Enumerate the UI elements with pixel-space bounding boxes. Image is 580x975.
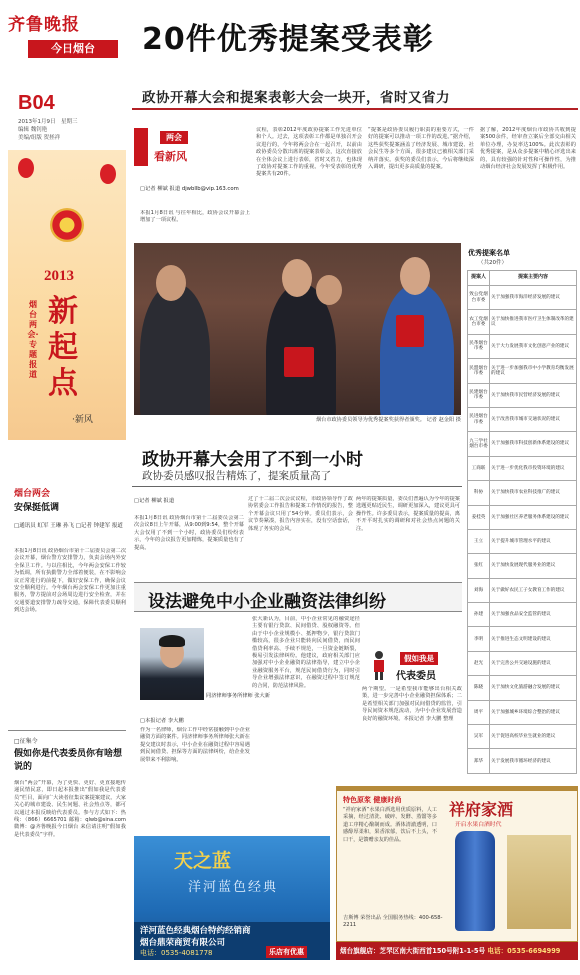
rep-tag-top: 假如我是 <box>400 652 438 665</box>
lawyer-caption: 同济律师事务所律师 张大新 <box>206 693 270 699</box>
table-row <box>468 554 577 578</box>
banner-side-text: 烟台两会·专题报道 <box>27 300 39 379</box>
ad-wine-headline: 特色原浆 健康时尚 <box>343 796 402 804</box>
honors-title: 优秀提案名单 <box>468 249 510 257</box>
gift-box-icon <box>507 835 571 929</box>
table-row <box>468 603 577 627</box>
honoree-cell: 赵光 <box>468 651 490 675</box>
proposal-cell: 关于加强我市科技创新体系建设的建议 <box>490 432 577 456</box>
proposal-cell: 关于加强食品安全监管的建议 <box>490 603 577 627</box>
honoree-cell: 九三学社烟台市委 <box>468 432 490 456</box>
page-design: 美编/组版 贺拯祥 <box>18 135 61 141</box>
honoree-cell: 郑华 <box>468 749 490 773</box>
sidebar-headline: 安保挺低调 <box>14 503 60 513</box>
divider <box>132 486 462 487</box>
table-row <box>468 700 577 724</box>
tag-bar <box>134 128 148 166</box>
portrait-hair <box>159 635 185 647</box>
table-row <box>468 578 577 602</box>
person-figure <box>140 283 210 415</box>
main-subhead: 政协开幕大会和提案表彰大会一块开，省时又省力 <box>142 90 450 106</box>
honoree-cell: 孙建 <box>468 603 490 627</box>
ad-sale-badge: 乐店有优惠 <box>266 946 307 958</box>
table-row <box>468 505 577 529</box>
story3-column-1: 作为一名律师，烟台工作中经常接触到中小企业融资方面的案件。同济律师事务所律师张大新在提交建议时表示，中小企业在融资过程中容易遇到民间借贷、担保等方面的法律纠纷，给企业发展带来不利影响。 <box>140 727 250 763</box>
representative-tag <box>362 648 462 684</box>
table-row <box>468 749 577 773</box>
table-row <box>468 407 577 431</box>
honoree-cell: 周平 <box>468 700 490 724</box>
honors-count: （共20件） <box>478 260 507 266</box>
banner-year: 2013 <box>44 268 74 284</box>
proposal-cell: 关于完善公共交通设施的建议 <box>490 651 577 675</box>
solicit-headline: 假如你是代表委员你有啥想说的 <box>14 749 123 772</box>
story1-column-4: 据了解，2012年度烟台市政协共收到提案500余件，经审查立案后全部交由相关单位办理，办复率达100%。此次表彰的优秀提案，是从众多提案中精心评选出来的，具有较强的针对性和可操作性，为推动烟台经济社会发展发挥了积极作用。 <box>480 127 576 171</box>
wine-bottle-icon <box>455 831 495 931</box>
story3-headline: 设法避免中小企业融资法律纠纷 <box>148 592 386 612</box>
ad-wine-phone: 电话：0535-6694999 <box>487 947 561 955</box>
banner-char-3: 点 <box>48 366 78 401</box>
proposal-cell: 关于进一步加强我市中小学教育均衡发展的建议 <box>490 359 577 383</box>
lawyer-portrait <box>140 628 204 700</box>
liquor-ad-blue <box>134 836 330 960</box>
table-row <box>468 432 577 456</box>
ad-brand: 天之蓝 <box>174 850 232 872</box>
story2-headline: 政协开幕大会用了不到一小时 <box>142 450 363 470</box>
ad-wine-brand: 祥府家酒 <box>449 800 514 819</box>
ad-wine-address-band <box>336 942 578 960</box>
story1-column-3: “提案是政协委员履行职责的重要方式，一件好的提案可以推动一项工作的改进。”据介绍，这些获奖提案涵盖了经济发展、城市建设、社会民生等多个方面，很多建议已被相关部门采纳并落实。获奖的委员们表示，今后将继续深入调研，提出更多高质量的提案。 <box>368 127 474 171</box>
proposal-cell: 关于加快文化旅游融合发展的建议 <box>490 676 577 700</box>
section-tag: 今日烟台 <box>28 40 118 58</box>
proposal-cell: 关于提升城市管理水平的建议 <box>490 529 577 553</box>
table-row <box>468 529 577 553</box>
person-icon <box>370 650 388 680</box>
proposal-cell: 关于加强社区养老服务体系建设的建议 <box>490 505 577 529</box>
ad-dealer: 洋河蓝色经典烟台特约经销商 <box>140 926 251 936</box>
honoree-cell: 李明 <box>468 627 490 651</box>
ad-wine-address: 烟台旗舰店：芝罘区南大街西首150号附1-1-5号 <box>340 947 486 955</box>
page-meta <box>18 118 118 142</box>
person-face <box>282 259 312 297</box>
tag-bottom-text: 看新风 <box>154 150 187 163</box>
ad-phone: 电话：0535-4081778 <box>140 949 213 957</box>
table-row <box>468 725 577 749</box>
main-headline: 20件优秀提案受表彰 <box>142 22 434 57</box>
story3-column-2: 张大新认为，目前，中小企业常见的融资途径主要有银行贷款、民间借贷、股权融资等。但由于中小企业规模小、抵押物少，银行贷款门槛较高，很多企业只能转向民间借贷，而民间借贷利率高、手续不规范，一旦资金链断裂，极易引发法律纠纷。他建议，政府相关部门应加强对中小企业融资的法律指导，建立中小企业融资服务平台，规范民间借贷行为，同时引导企业增强法律意识，在融资过程中签订规范的合同，防范法律风险。 <box>252 616 360 689</box>
special-report-banner <box>8 150 126 440</box>
honoree-cell: 陈晓 <box>468 676 490 700</box>
proposal-cell: 关于大力发展我市文化创意产业的建议 <box>490 334 577 358</box>
page-editor: 编辑 魏钊艳 <box>18 127 48 133</box>
banner-sub-text: ·新风 <box>72 415 93 425</box>
person-face <box>156 265 186 301</box>
lantern-icon <box>18 158 34 178</box>
certificate-icon <box>284 347 314 377</box>
proposal-cell: 关于推进生态文明建设的建议 <box>490 627 577 651</box>
table-row <box>468 481 577 505</box>
table-row <box>468 334 577 358</box>
proposal-cell: 关于做好农民工子女教育工作的建议 <box>490 578 577 602</box>
banner-char-2: 起 <box>48 330 78 365</box>
paper-logo: 齐鲁晚报 <box>8 15 80 35</box>
proposal-cell: 关于加快推进我市医疗卫生体制改革的建议 <box>490 310 577 334</box>
story2-column-3: 两年的提案质量，委员们普遍认为今年的提案选题更贴近民生，调研更加深入，建议更具可操作性。许多委员表示，提案质量的提高，离不开平时扎实的调研和对社会热点问题的关注。 <box>356 496 460 532</box>
story1-column-2: 议程，表彰2012年度政协提案工作先进单位和个人。过去，这项表彰工作都是单独召开会议进行的，今年将两会合在一起召开，以前由政协委员分散出席的提案表彰会，这次直接放在全体会议上进行表彰，省时又省力，也体现了政协对提案工作的重视。今年受表彰的优秀提案共有20件。 <box>256 127 362 178</box>
fruit-wine-ad <box>336 790 578 942</box>
story2-subhead: 政协委员感叹报告精炼了，提案质量高了 <box>142 470 331 482</box>
divider <box>132 108 578 110</box>
honoree-cell: 农工党烟台市委 <box>468 310 490 334</box>
table-row <box>468 286 577 310</box>
solicit-body: 烟台“两会”开幕，为了更快、更好、更直接地传递民情民意，即日起本报推出“假如我是代表委员”栏目，面向广大读者征集议案提案建议。大家关心的城市建设、民生问题、社会热点等，都可以通过本报反映给代表委员。参与方式如下：热线：（866）6665701 邮箱：qlwb@sina.com 微博：@齐鲁晚报今日烟台 来信请注明“假如我是代表委员”字样。 <box>14 780 126 838</box>
honoree-cell: 民建烟台市委 <box>468 383 490 407</box>
ad-wine-subbrand: 开启水果白酒时代 <box>455 822 502 828</box>
story2-byline: □记者 柳斌 报道 <box>134 498 175 504</box>
honoree-cell: 民革烟台市委 <box>468 334 490 358</box>
table-row <box>468 310 577 334</box>
person-face <box>316 275 342 305</box>
person-face <box>400 257 430 295</box>
honoree-cell: 刘海 <box>468 578 490 602</box>
honoree-cell: 姜桂英 <box>468 505 490 529</box>
person-figure <box>380 283 454 415</box>
divider <box>8 730 126 731</box>
honoree-cell: 民进烟台市委 <box>468 407 490 431</box>
honoree-cell: 民盟烟台市委 <box>468 359 490 383</box>
table-row <box>468 627 577 651</box>
table-row <box>468 676 577 700</box>
honoree-cell: 工商联 <box>468 456 490 480</box>
sidebar-section: 烟台两会 <box>14 489 51 499</box>
proposal-cell: 关于加强我市海洋经济发展的建议 <box>490 286 577 310</box>
table-header: 提案主要内容 <box>490 271 577 286</box>
story1-column-1: 本报1月8日讯 与往年相比，政协会议开幕会上增加了一项议程。 <box>140 210 250 224</box>
story2-column-2: 过了十二届二次会议议程，市政协领导作了政协常委会工作报告和提案工作情况的报告，整个开幕会议只用了54分钟。委员们表示，会议节奏紧凑，报告内容实在，没有空话套话，体现了务实的会风。 <box>248 496 353 532</box>
award-ceremony-photo <box>134 243 461 415</box>
table-row <box>468 383 577 407</box>
proposal-cell: 关于加快我市农业科技推广的建议 <box>490 481 577 505</box>
proposal-cell: 关于加快我市民营经济发展的建议 <box>490 383 577 407</box>
solicit-label: □征集令 <box>14 738 38 745</box>
story3-byline: □本报记者 李大鹏 <box>140 718 184 724</box>
ad-slogan: 洋河蓝色经典 <box>188 880 279 895</box>
ad-wine-contact: 吉斯博 荣誉出品 全国服务热线：400-658-2211 <box>343 915 443 929</box>
table-row <box>468 359 577 383</box>
proposal-cell: 关于加强城乡环境综合整治的建议 <box>490 700 577 724</box>
story3-column-3: 两个期望。一是希望我市能够出台相关政策，进一步完善中小企业融资担保体系；二是希望相关部门加强对民间借贷的监管，引导民间资本规范流动，为中小企业发展营造良好的融资环境。本报记者 李大鹏 整理 <box>362 686 462 722</box>
honoree-cell: 科协 <box>468 481 490 505</box>
table-header: 提案人 <box>468 271 490 286</box>
sidebar-byline: □通讯员 虹军 王琳 孙飞 □记者 钟建军 报道 <box>14 523 123 529</box>
proposal-cell: 关于进一步优化我市投资环境的建议 <box>490 456 577 480</box>
story2-column-1: 本报1月8日讯 政协烟台市第十二届委员会第二次会议8日上午开幕，从9:00到9:54，整个开幕大会仅用了不到一个小时，政协委员们纷纷表示，今年的会议报告更加精炼，提案质量也有了提高。 <box>134 515 244 551</box>
banner-char-1: 新 <box>48 294 78 329</box>
honoree-cell: 致公党烟台市委 <box>468 286 490 310</box>
page-number: B04 <box>18 92 55 114</box>
sidebar-body: 本报1月8日讯 政协烟台市第十二届委员会第二次会议开幕，烟台警方安排警力，负责会场内外安全保卫工作。与以往相比，今年两会安保工作较为低调，所有执勤警力全部着便装，在不影响会议正常进行的前提下，做好安保工作，确保会议安全顺利进行。今年烟台两会安保工作更加注重服务，警方提前对会场周边进行安全检查，并在交通要道安排警力疏导交通，保障代表委员顺利到达会场。 <box>14 548 126 614</box>
honoree-cell: 王立 <box>468 529 490 553</box>
photo-caption: 烟台市政协委员领导为优秀提案奖获得者颁奖。 记者 赵金阳 摄 <box>315 417 461 423</box>
lantern-icon <box>100 164 116 184</box>
proposal-cell: 关于加快发展现代服务业的建议 <box>490 554 577 578</box>
proposal-cell: 关于促进高校毕业生就业的建议 <box>490 725 577 749</box>
table-row <box>468 456 577 480</box>
honoree-cell: 张红 <box>468 554 490 578</box>
story1-byline: □记者 柳斌 报道 djwbllb@vip.163.com <box>140 186 239 192</box>
table-row <box>468 651 577 675</box>
rep-tag-bottom: 代表委员 <box>396 671 436 682</box>
two-sessions-tag <box>134 128 216 166</box>
ad-wine-description: “祥府家酒”水果白酒选用优质原料，人工采摘，经过清洗、破碎、发酵、蒸馏等多道工序精心酿制而成。酒体清澈透明，口感醇厚柔和，果香浓郁，饮后不上头，不口干，是馈赠亲友的佳品。 <box>343 807 437 843</box>
ad-company: 烟台鼎荣商贸有限公司 <box>140 938 226 948</box>
proposal-cell: 关于改善我市城市交通状况的建议 <box>490 407 577 431</box>
certificate-icon <box>396 315 424 347</box>
honoree-cell: 吴军 <box>468 725 490 749</box>
tag-top-text: 两会 <box>160 131 188 144</box>
page-date: 2013年1月9日 星期三 <box>18 119 78 125</box>
proposal-cell: 关于发展我市循环经济的建议 <box>490 749 577 773</box>
masthead <box>8 10 126 38</box>
emblem-icon <box>50 208 84 242</box>
honors-table <box>467 270 577 774</box>
